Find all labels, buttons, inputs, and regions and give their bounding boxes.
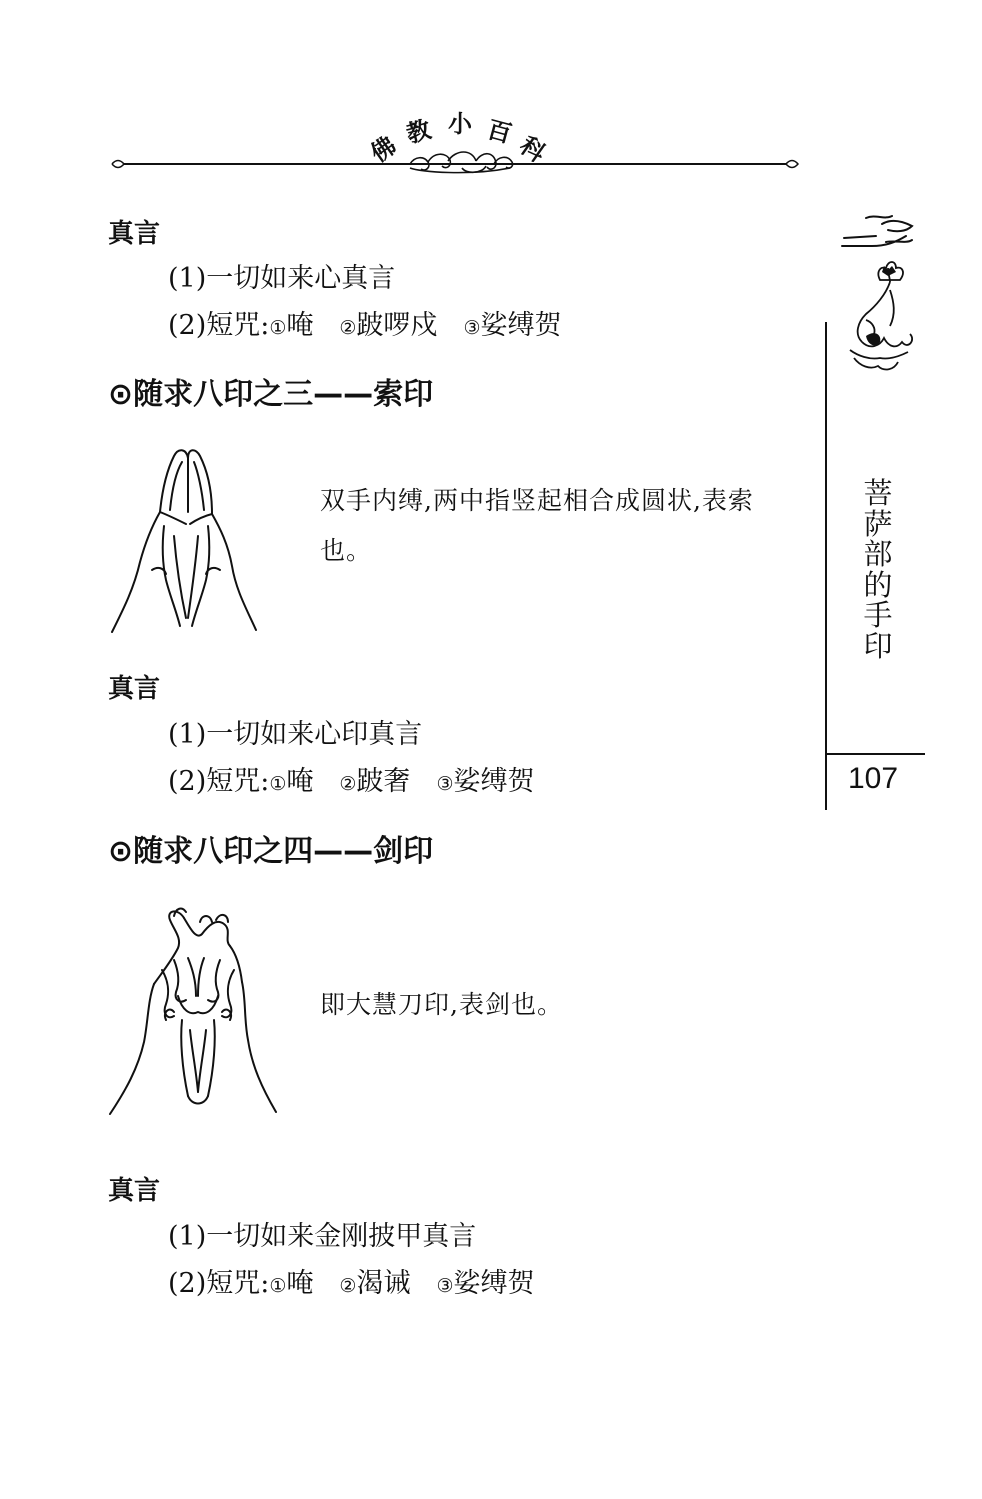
book-title-char: 教 xyxy=(403,114,434,149)
item-text: 渴诫 xyxy=(356,1268,411,1299)
mudra-description: 双手内缚,两中指竖起相合成圆状,表索也。 xyxy=(320,486,754,565)
short-mantra-prefix: (2)短咒: xyxy=(168,310,270,341)
mantra-label: 真言 xyxy=(108,674,161,704)
mantra-line-1: (1)一切如来心印真言 xyxy=(168,719,423,750)
interlocked-hands-sword-mudra-icon xyxy=(104,900,282,1120)
lotus-apsara-ornament-icon xyxy=(836,210,916,380)
item-text: 娑缚贺 xyxy=(453,766,535,797)
item-text: 唵 xyxy=(286,766,314,797)
item-number: ③ xyxy=(436,773,454,795)
item-number: ② xyxy=(339,317,357,339)
mantra-label: 真言 xyxy=(108,1176,161,1206)
book-title-char: 小 xyxy=(448,109,472,138)
mantra-label: 真言 xyxy=(108,219,161,249)
book-title-char: 科 xyxy=(514,130,551,168)
item-number: ② xyxy=(339,773,357,795)
mantra-line-1: (1)一切如来金刚披甲真言 xyxy=(168,1221,477,1252)
item-number: ② xyxy=(339,1275,357,1297)
item-number: ③ xyxy=(463,317,481,339)
item-text: 娑缚贺 xyxy=(480,310,562,341)
section-heading: ⊙随求八印之四——剑印 xyxy=(108,834,434,869)
item-text: 唵 xyxy=(286,1268,314,1299)
item-text: 唵 xyxy=(286,310,314,341)
chapter-title-char: 部 xyxy=(863,537,893,571)
mudra-description: 即大慧刀印,表剑也。 xyxy=(320,990,563,1019)
mantra-line-2 xyxy=(168,759,534,798)
chapter-title-char: 萨 xyxy=(863,506,893,541)
item-text: 跛奢 xyxy=(356,766,411,797)
item-number: ① xyxy=(269,773,287,795)
item-number: ① xyxy=(269,317,287,339)
mantra-line-2 xyxy=(168,303,561,342)
sidebar-divider-vertical xyxy=(825,322,827,810)
short-mantra-prefix: (2)短咒: xyxy=(168,766,270,797)
section-heading: ⊙随求八印之三——索印 xyxy=(108,377,434,412)
chapter-title-char: 印 xyxy=(863,628,893,663)
book-title-char: 佛 xyxy=(365,130,402,168)
item-number: ① xyxy=(269,1275,287,1297)
sidebar-divider-horizontal xyxy=(825,753,925,755)
item-text: 跛啰戍 xyxy=(356,310,438,341)
header-ornament-rule xyxy=(110,150,800,180)
chapter-title-char: 手 xyxy=(863,598,893,632)
chapter-title xyxy=(858,478,898,661)
item-text: 娑缚贺 xyxy=(453,1268,535,1299)
item-number: ③ xyxy=(436,1275,454,1297)
book-title-char: 百 xyxy=(484,114,515,149)
mantra-line-1: (1)一切如来心真言 xyxy=(168,263,396,294)
page-number: 107 xyxy=(848,762,899,795)
short-mantra-prefix: (2)短咒: xyxy=(168,1268,270,1299)
mantra-line-2 xyxy=(168,1261,534,1300)
praying-hands-rope-mudra-icon xyxy=(104,440,264,640)
chapter-title-char: 的 xyxy=(863,567,893,602)
chapter-title-char: 菩 xyxy=(863,476,893,510)
